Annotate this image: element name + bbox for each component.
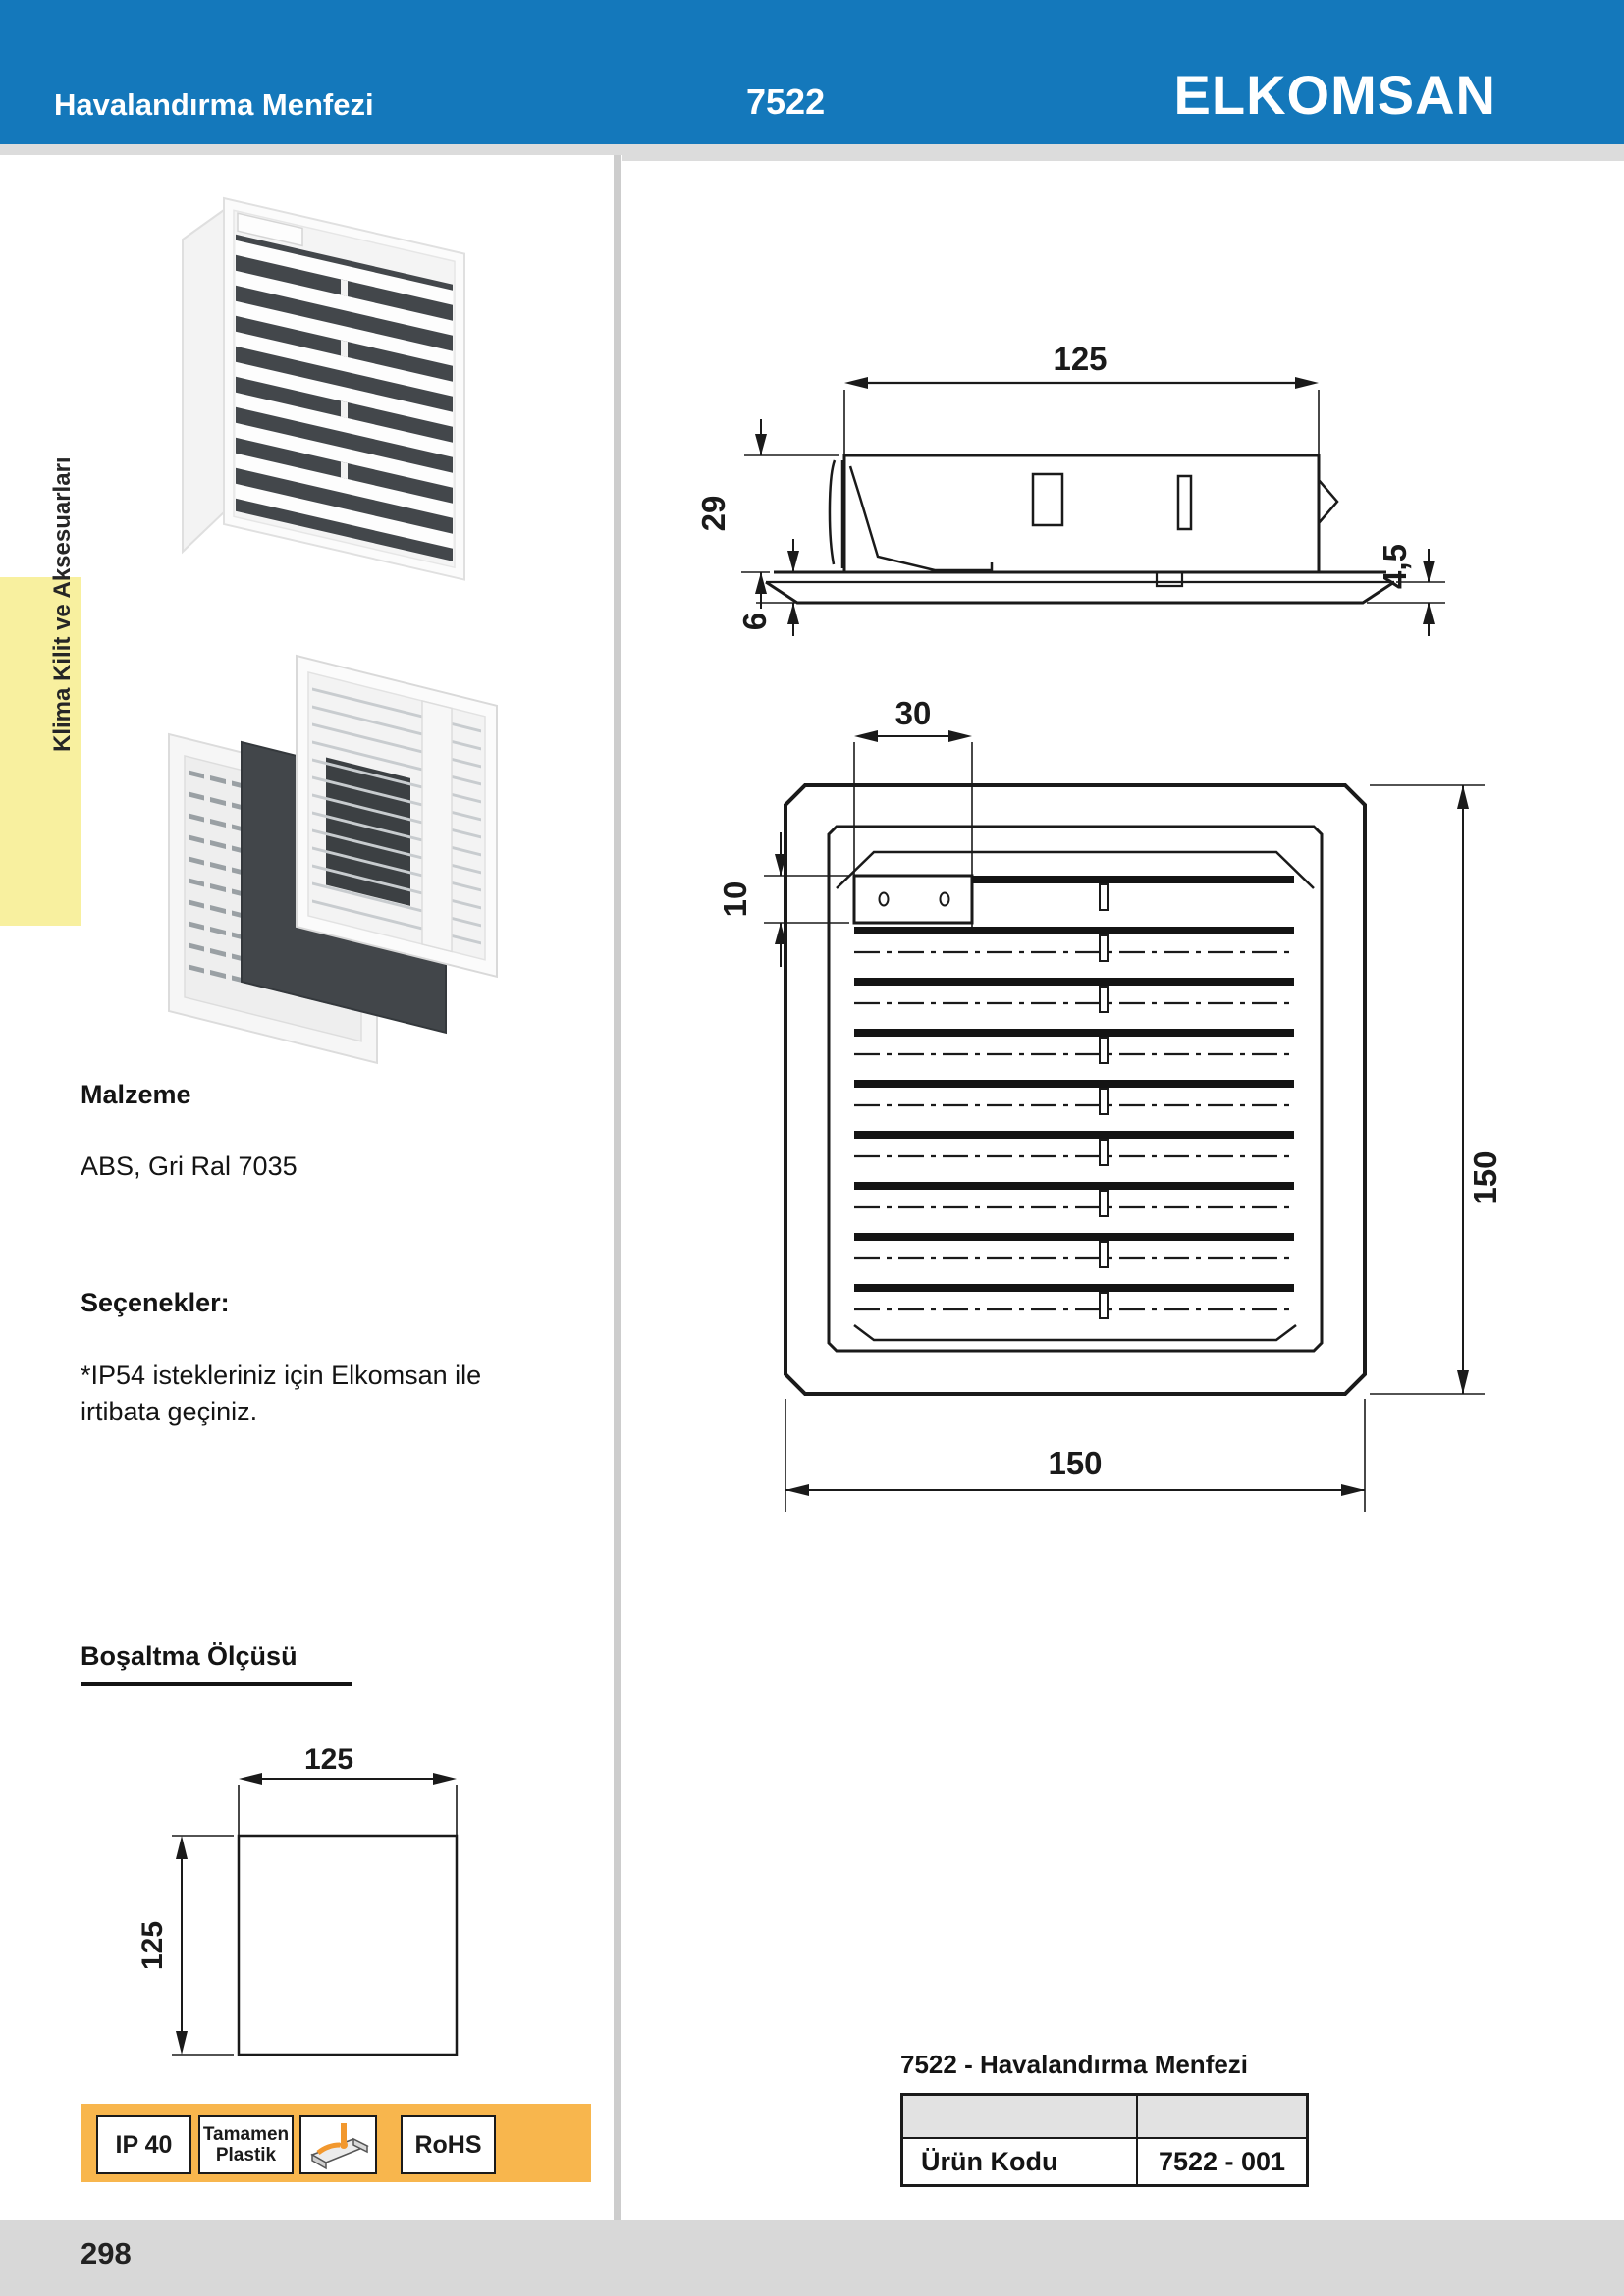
plastic-label-line1: Tamamen <box>202 2124 290 2145</box>
product-table-header-cell-1 <box>902 2095 1138 2139</box>
grille-front-face <box>224 198 464 580</box>
side-flange-label: 6 <box>736 612 773 631</box>
material-title: Malzeme <box>81 1080 191 1109</box>
product-code-label: Ürün Kodu <box>921 2146 1058 2176</box>
page-footer <box>0 2220 1624 2296</box>
cutout-drawing <box>59 1728 511 2066</box>
options-line2: irtibata geçiniz. <box>81 1397 258 1426</box>
product-table-header-row <box>902 2095 1308 2139</box>
rohs-badge <box>401 2115 496 2174</box>
header-bar <box>0 0 1624 144</box>
cutout-height-label: 125 <box>136 1920 169 1971</box>
front-view-drawing <box>687 687 1551 1551</box>
plastic-label-line2: Plastik <box>215 2145 277 2165</box>
page-number: 298 <box>81 2236 132 2270</box>
cutout-square <box>239 1836 457 2055</box>
ip-rating-label: IP 40 <box>115 2130 173 2159</box>
cutout-width-label: 125 <box>303 1743 354 1776</box>
side-width-label: 125 <box>1053 341 1108 377</box>
rohs-label: RoHS <box>414 2130 482 2159</box>
product-code-value: 7522 - 001 <box>1137 2138 1308 2186</box>
louver-slats <box>854 876 1294 1318</box>
product-table <box>900 2093 1309 2187</box>
product-table-title: 7522 - Havalandırma Menfezi <box>900 2050 1249 2079</box>
front-tab-width-label: 30 <box>894 695 932 731</box>
options-title: Seçenekler: <box>81 1288 230 1317</box>
all-plastic-badge <box>198 2115 294 2174</box>
ip-rating-badge <box>96 2115 191 2174</box>
paint-badge <box>299 2115 377 2174</box>
product-table-row <box>902 2138 1308 2186</box>
product-table-header-cell-2 <box>1137 2095 1308 2139</box>
certification-badge-bar <box>81 2104 591 2182</box>
grille-side-flange <box>183 210 224 552</box>
front-tab-height-label: 10 <box>717 881 753 918</box>
front-width-label: 150 <box>1048 1445 1103 1481</box>
header-divider-strip-right <box>622 144 1624 161</box>
material-value: ABS, Gri Ral 7035 <box>81 1151 298 1181</box>
cutout-title: Boşaltma Ölçüsü <box>81 1641 298 1671</box>
product-photo-exploded <box>128 628 540 1080</box>
brand-logo: ELKOMSAN <box>1173 64 1496 126</box>
cutout-title-underline <box>81 1682 352 1686</box>
product-photo-grille <box>118 167 530 628</box>
category-side-tab <box>0 456 81 926</box>
product-code-heading: 7522 <box>746 81 826 122</box>
category-side-tab-label: Klima Kilit ve Aksesuarları <box>49 456 76 752</box>
side-height-label: 29 <box>695 495 731 532</box>
front-height-label: 150 <box>1467 1150 1503 1205</box>
column-divider <box>614 155 621 2220</box>
side-view-drawing <box>628 339 1492 672</box>
extrusion-paint-icon <box>304 2119 373 2170</box>
side-lip-label: 4,5 <box>1377 544 1413 589</box>
options-line1: *IP54 istekleriniz için Elkomsan ile <box>81 1361 482 1390</box>
exploded-front-grille <box>297 656 497 977</box>
page-title: Havalandırma Menfezi <box>54 87 374 122</box>
